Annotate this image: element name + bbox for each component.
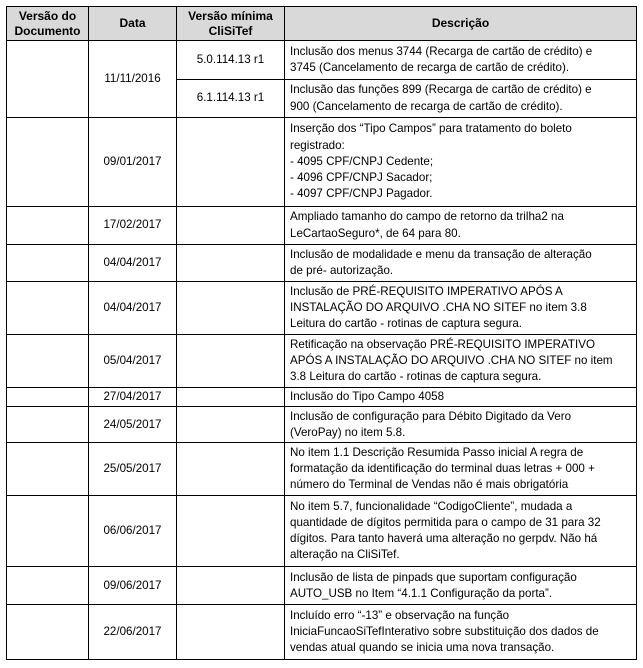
description-cell: No item 5.7, funcionalidade “CodigoCliente”, mudada a quantidade de dígitos permitida para o campo de 31 para 32 dígitos. Para tanto haverá uma alteração no gerpdv. Não há alteração na CliSiTef. xyxy=(285,496,637,567)
date-cell: 05/04/2017 xyxy=(89,335,177,388)
doc-version-cell xyxy=(7,407,89,443)
min-version-cell xyxy=(177,245,285,282)
doc-version-cell xyxy=(7,567,89,605)
table-row xyxy=(7,41,637,80)
description-cell: Inclusão de configuração para Débito Digitado da Vero (VeroPay) no item 5.8. xyxy=(285,407,637,443)
doc-version-cell xyxy=(7,443,89,496)
doc-version-cell xyxy=(7,245,89,282)
table-row xyxy=(7,407,637,443)
header-row xyxy=(7,7,637,41)
description-cell: Incluído erro “-13” e observação na função IniciaFuncaoSiTefInterativo sobre substituição dos dados de vendas atual quando se inicia uma nova transação. xyxy=(285,605,637,660)
header-min-version: Versão mínima CliSiTef xyxy=(177,7,285,41)
min-version-cell xyxy=(177,496,285,567)
doc-version-cell xyxy=(7,41,89,118)
min-version-cell: 6.1.114.13 r1 xyxy=(177,80,285,118)
table-row xyxy=(7,567,637,605)
table-row xyxy=(7,496,637,567)
revision-history-table xyxy=(6,6,637,660)
date-cell: 09/01/2017 xyxy=(89,118,177,207)
header-description: Descrição xyxy=(285,7,637,41)
date-cell: 04/04/2017 xyxy=(89,282,177,335)
date-cell: 17/02/2017 xyxy=(89,207,177,245)
description-cell: No item 1.1 Descrição Resumida Passo inicial A regra de formatação da identificação do terminal duas letras + 000 + número do Terminal de Vendas não é mais obrigatória xyxy=(285,443,637,496)
description-cell: Inserção dos “Tipo Campos” para tratamento do boleto registrado: - 4095 CPF/CNPJ Cedente; - 4096 CPF/CNPJ Sacador; - 4097 CPF/CNPJ Pagador. xyxy=(285,118,637,207)
table-row xyxy=(7,388,637,407)
header-version-doc: Versão do Documento xyxy=(7,7,89,41)
table-row xyxy=(7,335,637,388)
table-row xyxy=(7,207,637,245)
date-cell: 24/05/2017 xyxy=(89,407,177,443)
description-cell: Ampliado tamanho do campo de retorno da trilha2 na LeCartaoSeguro*, de 64 para 80. xyxy=(285,207,637,245)
description-cell: Inclusão de modalidade e menu da transação de alteração de pré- autorização. xyxy=(285,245,637,282)
min-version-cell xyxy=(177,567,285,605)
description-cell: Inclusão dos menus 3744 (Recarga de cartão de crédito) e 3745 (Cancelamento de recarga de cartão de crédito). xyxy=(285,41,637,80)
doc-version-cell xyxy=(7,388,89,407)
date-cell: 04/04/2017 xyxy=(89,245,177,282)
date-cell: 09/06/2017 xyxy=(89,567,177,605)
doc-version-cell xyxy=(7,605,89,660)
min-version-cell xyxy=(177,207,285,245)
table-row xyxy=(7,282,637,335)
min-version-cell xyxy=(177,407,285,443)
header-date: Data xyxy=(89,7,177,41)
doc-version-cell xyxy=(7,335,89,388)
doc-version-cell xyxy=(7,118,89,207)
table-row xyxy=(7,245,637,282)
date-cell: 06/06/2017 xyxy=(89,496,177,567)
description-cell: Retificação na observação PRÉ-REQUISITO IMPERATIVO APÓS A INSTALAÇÃO DO ARQUIVO .CHA NO SITEF no item 3.8 Leitura do cartão - rotinas de captura segura. xyxy=(285,335,637,388)
table-row xyxy=(7,118,637,207)
min-version-cell xyxy=(177,605,285,660)
date-cell: 11/11/2016 xyxy=(89,41,177,118)
min-version-cell xyxy=(177,282,285,335)
date-cell: 22/06/2017 xyxy=(89,605,177,660)
description-cell: Inclusão de PRÉ-REQUISITO IMPERATIVO APÓS A INSTALAÇÃO DO ARQUIVO .CHA NO SITEF no item 3.8 Leitura do cartão - rotinas de captura segura. xyxy=(285,282,637,335)
description-cell: Inclusão do Tipo Campo 4058 xyxy=(285,388,637,407)
date-cell: 27/04/2017 xyxy=(89,388,177,407)
min-version-cell xyxy=(177,118,285,207)
description-cell: Inclusão de lista de pinpads que suportam configuração AUTO_USB no Item “4.1.1 Configuração da porta”. xyxy=(285,567,637,605)
min-version-cell xyxy=(177,443,285,496)
min-version-cell xyxy=(177,335,285,388)
doc-version-cell xyxy=(7,282,89,335)
description-cell: Inclusão das funções 899 (Recarga de cartão de crédito) e 900 (Cancelamento de recarga de cartão de crédito). xyxy=(285,80,637,118)
table-row xyxy=(7,443,637,496)
min-version-cell xyxy=(177,388,285,407)
doc-version-cell xyxy=(7,496,89,567)
min-version-cell: 5.0.114.13 r1 xyxy=(177,41,285,80)
doc-version-cell xyxy=(7,207,89,245)
date-cell: 25/05/2017 xyxy=(89,443,177,496)
table-row xyxy=(7,605,637,660)
